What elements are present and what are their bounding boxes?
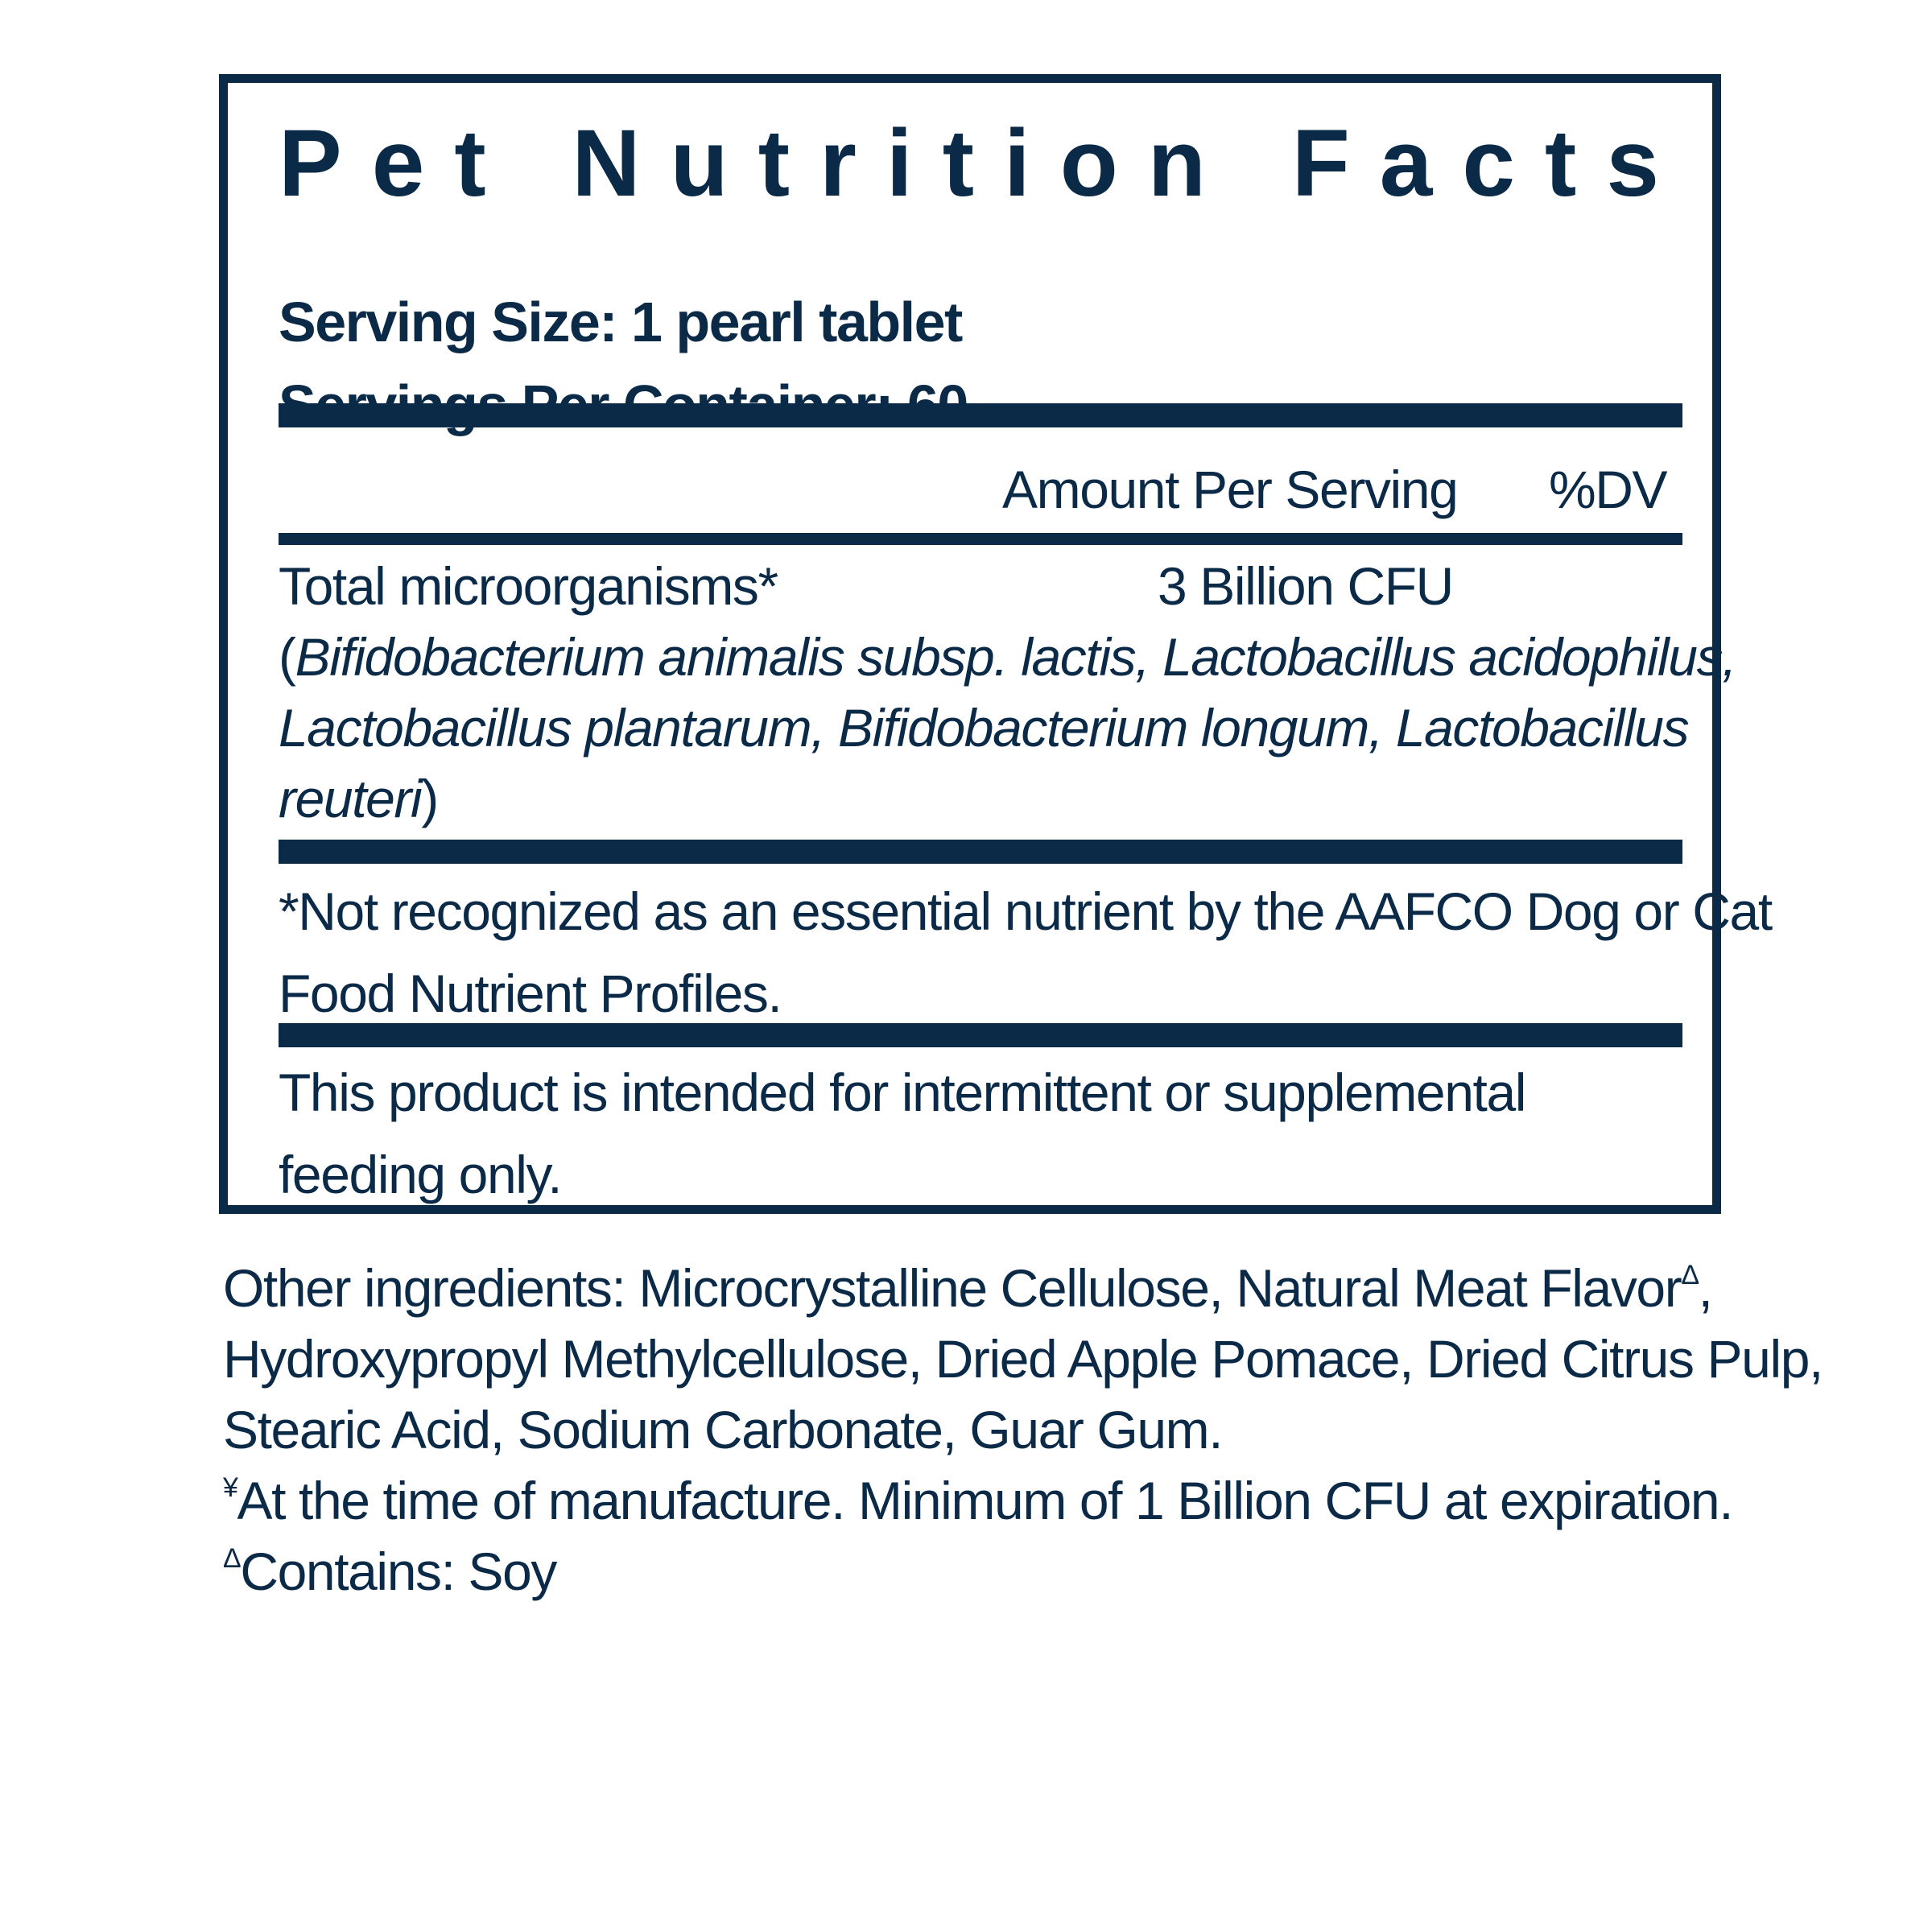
delta-mark: Δ — [223, 1543, 241, 1574]
other-ingredients-line-2: Hydroxypropyl Methylcellulose, Dried Apple Pomace, Dried Citrus Pulp, — [223, 1329, 1823, 1389]
feeding-line-2: feeding only. — [279, 1145, 562, 1204]
delta-mark: Δ — [1681, 1260, 1699, 1290]
allergen-note: $^\Delta$Contains: Soy — [223, 1542, 557, 1601]
column-header-amount: Amount Per Serving — [1002, 460, 1458, 519]
thick-divider — [279, 403, 1682, 427]
thick-divider — [279, 1023, 1682, 1047]
strain-list-line-1: (Bifidobacterium animalis subsp. lactis, Lactobacillus acidophilus, — [279, 627, 1736, 687]
other-ingredients-line-1: Other ingredients: Microcrystalline Cellulose, Natural Meat Flavor$^\Delta$, — [223, 1258, 1712, 1318]
nutrient-name: Total microorganisms* — [279, 556, 778, 616]
column-header-dv: %DV — [1549, 460, 1667, 519]
footnote-line-2: Food Nutrient Profiles. — [279, 964, 782, 1023]
strain-list-line-3: reuteri) — [279, 769, 438, 828]
yen-mark: ¥ — [223, 1472, 237, 1503]
thick-divider — [279, 840, 1682, 864]
nutrient-amount: 3 Billion CFU — [1158, 556, 1453, 616]
panel-title: Pet Nutrition Facts — [279, 110, 1689, 217]
header-divider — [279, 533, 1682, 545]
feeding-line-1: This product is intended for intermittent or supplemental — [279, 1063, 1526, 1122]
other-ingredients-line-3: Stearic Acid, Sodium Carbonate, Guar Gum. — [223, 1400, 1223, 1459]
manufacture-note: ¥At the time of manufacture. Minimum of 1 Billion CFU at expiration. — [223, 1471, 1733, 1530]
nutrition-facts-panel — [219, 74, 1772, 1214]
strain-list-line-2: Lactobacillus plantarum, Bifidobacterium longum, Lactobacillus — [279, 698, 1689, 758]
serving-size: Serving Size: 1 pearl tablet — [279, 291, 962, 353]
footnote-line-1: *Not recognized as an essential nutrient by the AAFCO Dog or Cat — [279, 881, 1772, 941]
